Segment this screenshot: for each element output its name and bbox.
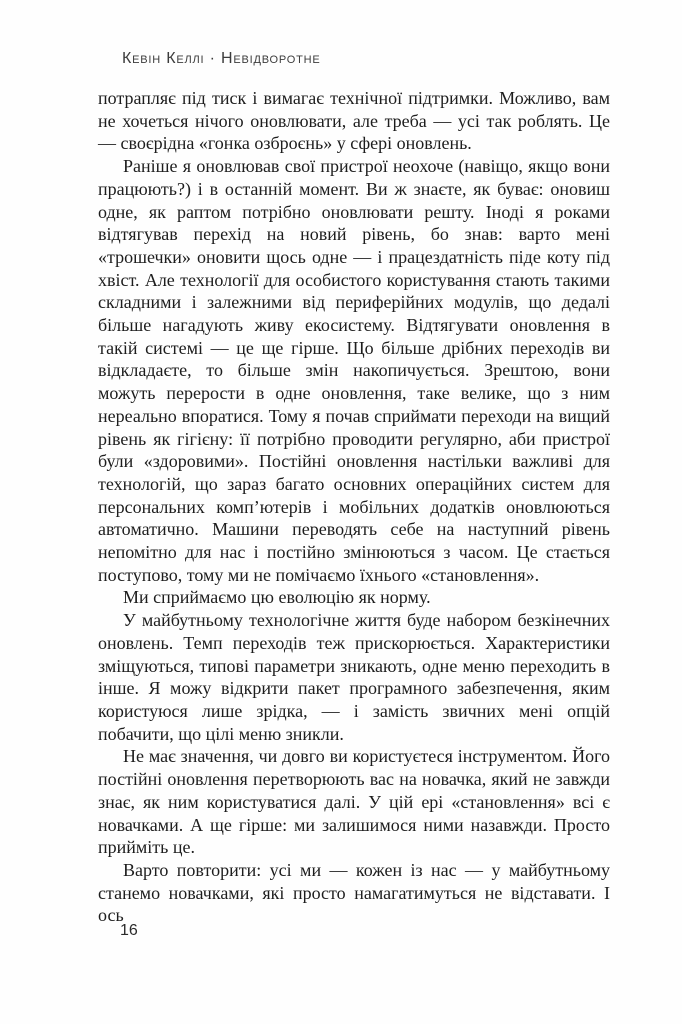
paragraph: Ми сприймаємо цю еволюцію як норму.: [123, 587, 431, 608]
paragraph: Раніше я оновлював свої пристрої неохоче (навіщо, якщо вони працюють?) і в останній момент. Ви ж знаєте, як буває: оновиш одне, як раптом потрібно оновлювати решту. Іноді я роками відтягував перехід на новий рівень, бо знав: варто мені «трошечки» оновити щось одне — і працездатність піде коту під хвіст. Але технології для особистого користування стають такими складними і залежними від периферійних модулів, що дедалі більше нагадують живу екосистему. Відтягувати оновлення в такій системі — це ще гірше. Що більше дрібних переходів ви відкладаєте, то більше змін накопичується. Зрештою, вони можуть перерости в одне оновлення, таке велике, що з ним нереально впоратися. Тому я почав сприймати переходи на вищий рівень як гігієну: її потрібно проводити регулярно, аби пристрої були «здоровими». Постійні оновлення настільки важливі для технологій, що зараз багато основних операційних систем для персональних комп’ютерів і мобільних додатків оновлюються автоматично. Машини переводять себе на наступний рівень непомітно для нас і постійно змінюються з часом. Це стається поступово, тому ми не помічаємо їхнього «становлення».: [98, 156, 610, 585]
paragraph: Варто повторити: усі ми — кожен із нас — у майбутньому станемо новачками, які просто намагатимуться не відставати. І ось: [98, 859, 610, 926]
page-number: [120, 922, 138, 940]
page-body-text: [98, 87, 610, 927]
paragraph: потрапляє під тиск і вимагає технічної підтримки. Можливо, вам не хочеться нічого оновлювати, але треба — усі так роблять. Це — своєрідна «гонка озброєнь» у сфері оновлень.: [98, 88, 610, 154]
paragraph: У майбутньому технологічне життя буде набором безкінечних оновлень. Темп переходів теж прискорюється. Характеристики зміщуються, типові параметри зникають, одне меню переходить в інше. Я можу відкрити пакет програмного забезпечення, яким користуюся лише зрідка, — і замість звичних мені опцій побачити, що цілі меню зникли.: [98, 610, 610, 744]
page-number-value: 16: [120, 922, 138, 939]
paragraph: Не має значення, чи довго ви користуєтеся інструментом. Його постійні оновлення перетворюють вас на новачка, який не завжди знає, як ним користуватися далі. У цій ері «становлення» всі є новачками. А ще гірше: ми залишимося ними назавжди. Просто прийміть це.: [98, 746, 610, 858]
running-header-title: Кевін Келлі · Невідворотне: [122, 50, 321, 67]
running-header: [122, 50, 321, 68]
